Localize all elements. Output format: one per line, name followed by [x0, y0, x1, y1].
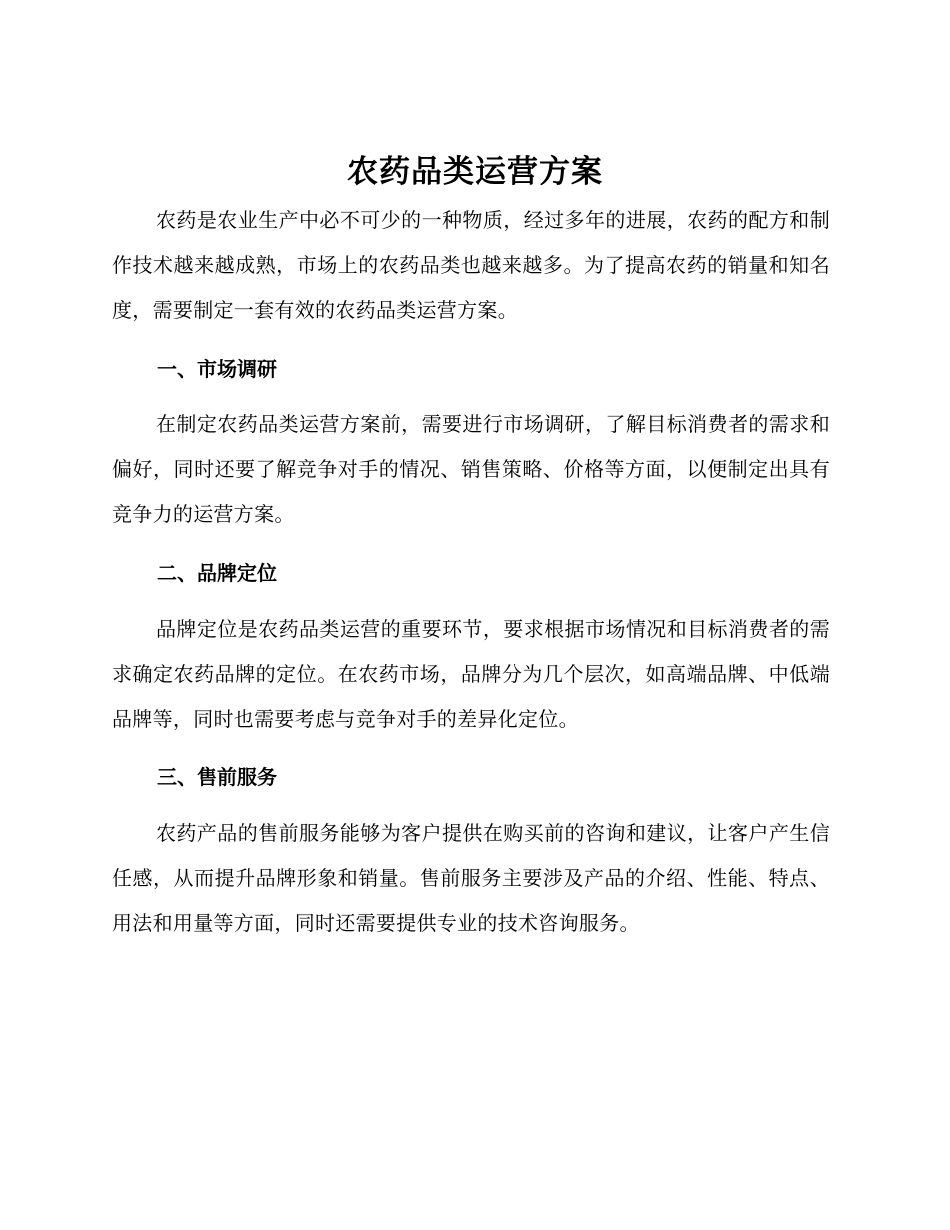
section-heading-brand-positioning: 二、品牌定位 [157, 561, 277, 585]
intro-paragraph: 农药是农业生产中必不可少的一种物质，经过多年的进展，农药的配方和制作技术越来越成熟，市场上的农药品类也越来越多。为了提高农药的销量和知名度，需要制定一套有效的农药品类运营方案。 [112, 208, 830, 322]
section-body-brand-positioning: 品牌定位是农药品类运营的重要环节，要求根据市场情况和目标消费者的需求确定农药品牌的定位。在农药市场，品牌分为几个层次，如高端品牌、中低端品牌等，同时也需要考虑与竞争对手的差异化定位。 [112, 617, 830, 731]
page-title: 农药品类运营方案 [347, 154, 603, 190]
section-body-market-research: 在制定农药品类运营方案前，需要进行市场调研，了解目标消费者的需求和偏好，同时还要了解竞争对手的情况、销售策略、价格等方面，以便制定出具有竞争力的运营方案。 [112, 412, 830, 526]
section-heading-market-research: 一、市场调研 [157, 357, 277, 381]
section-body-presale-service: 农药产品的售前服务能够为客户提供在购买前的咨询和建议，让客户产生信任感，从而提升品牌形象和销量。售前服务主要涉及产品的介绍、性能、特点、用法和用量等方面，同时还需要提供专业的技术咨询服务。 [112, 821, 830, 935]
section-heading-presale-service: 三、售前服务 [157, 765, 277, 789]
